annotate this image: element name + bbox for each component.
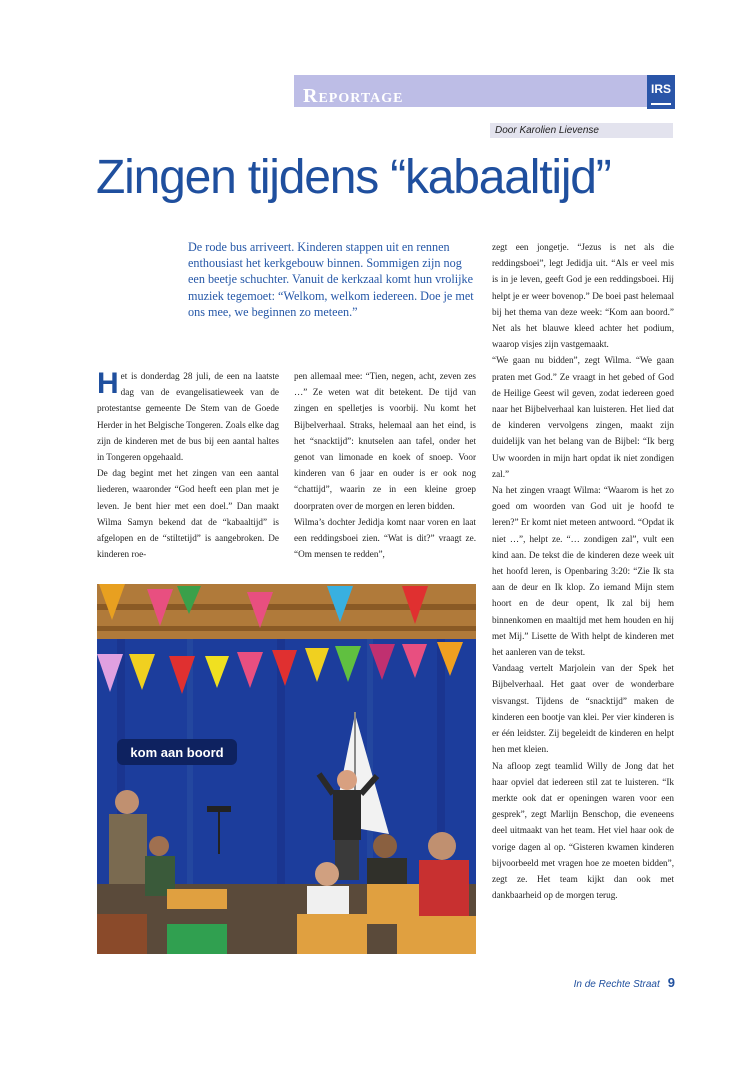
leader-person — [337, 770, 357, 790]
page-footer — [520, 975, 675, 990]
article-photo — [97, 584, 476, 954]
child — [149, 836, 169, 856]
article-column-1 — [97, 368, 279, 562]
photo-illustration — [97, 584, 476, 954]
magazine-name: In de Rechte Straat — [573, 979, 660, 990]
banner-text: kom aan boord — [130, 745, 224, 760]
chair — [97, 914, 147, 954]
byline: Door Karolien Lievense — [490, 123, 673, 138]
child — [315, 862, 339, 886]
article-column-3 — [492, 239, 674, 903]
drop-cap: H — [97, 367, 119, 400]
paragraph: Het is donderdag 28 juli, de een na laatste dag van de evangelisatieweek van de protestantse gemeente De Stem van de Goede Herder in het Belgische Tongeren. Zoals elke dag zijn de kinderen met de bus bij een aantal haltes in Tongeren opgehaald. — [97, 367, 279, 463]
bag — [167, 924, 227, 954]
child — [428, 832, 456, 860]
paragraph: Na afloop zegt teamlid Willy de Jong dat het haar opviel dat iedereen stil zat te luisteren. “Ik merkte ook dat er openingen waren voor een gesprek”, zegt Marlijn Benschop, die eveneens deel uitmaakt van het team. Het viel haar ook de vorige dagen al op. “Gisteren kwamen kinderen bijvoorbeeld met vragen hoe ze moeten bidden”, zegt ze. Het team kijkt dan ook met dankbaarheid op de morgen terug. — [492, 760, 674, 901]
page-number: 9 — [667, 975, 675, 990]
paragraph: zegt een jongetje. “Jezus is net als die reddingsboei”, legt Jedidja uit. “Als er veel mis is in je leven, geeft God je een reddingsboei. Hij helpt je er weer bovenop.” De boei past helemaal bij het thema van deze week: “Kom aan boord.” Net als het blauwe kleed achter het podium, waarop visjes zijn vastgemaakt. — [492, 242, 674, 350]
intro-paragraph: De rode bus arriveert. Kinderen stappen uit en rennen enthousiast het kerkgebouw binnen. Sommigen zijn nog een beetje schuchter. Vanuit de kerkzaal komt hun vrolijke muziek tegemoet: “Welkom, welkom iedereen. Doe je met ons mee, we beginnen zo meteen.” — [188, 240, 474, 319]
irs-logo: IRS — [647, 75, 675, 109]
paragraph: Wilma’s dochter Jedidja komt naar voren en laat een reddingsboei zien. “Wat is dit?” vraagt ze. “Om mensen te redden”, — [294, 516, 476, 560]
paragraph: Vandaag vertelt Marjolein van der Spek het Bijbelverhaal. Het gaat over de wonderbare visvangst. Tijdens de “snacktijd” maken de kinderen een bootje van klei. Per vier kinderen is er één leidster. Zij begeleidt de kinderen en helpt hen met kleien. — [492, 663, 674, 755]
child — [373, 834, 397, 858]
chair — [167, 889, 227, 909]
music-stand — [207, 806, 231, 812]
paragraph: “We gaan nu bidden”, zegt Wilma. “We gaan praten met God.” Ze vraagt in het gebed of God de Heilige Geest wil geven, zodat iedereen goed naar het Bijbelverhaal kan luisteren. Het lied dat de kinderen vervolgens zingen, maakt zijn duidelijk van het belang van de Bijbel: “Ik berg Uw woorden in mijn hart opdat ik niet zondigen zal.” — [492, 355, 674, 479]
chair — [297, 914, 367, 954]
article-column-2 — [294, 368, 476, 562]
child — [115, 790, 139, 814]
section-label: Reportage — [303, 85, 404, 107]
chair — [397, 916, 476, 954]
headline: Zingen tijdens “kabaaltijd” — [96, 151, 611, 204]
paragraph: Na het zingen vraagt Wilma: “Waarom is het zo goed om woorden van God uit je hoofd te leren?” Er komt niet meteen antwoord. “Opdat ik niet …”, helpt ze. “… zondigen zal”, vult een kind aan. De tekst die de kinderen deze week uit het hoofd leren, is Openbaring 3:20: “Zie Ik sta aan de deur en Ik klop. Zo iemand Mijn stem hoort en de deur opent, Ik zal bij hem binnenkomen en maaltijd met hem houden en hij met Mij.” Lisette de With helpt de kinderen met het aanleren van de tekst. — [492, 485, 674, 658]
paragraph: De dag begint met het zingen van een aantal liederen, waaronder “God heeft een plan met je leven. Je bent hier met een doel.” Dan maakt Wilma Samyn bekend dat de “kabaaltijd” is afgelopen en de “stiltetijd” is aangebroken. De kinderen roe- — [97, 468, 279, 560]
paragraph: pen allemaal mee: “Tien, negen, acht, zeven zes …” Ze weten wat dit betekent. De tijd van zingen en spelletjes is voorbij. Nu komt het Bijbelverhaal. Straks, helemaal aan het eind, is het “snacktijd”: knutselen aan tafel, onder het genot van limonade en koek of snoep. Voor kinderen van 6 jaar en ouder is er ook nog “chattijd”, waarin ze in een kleine groep doorpraten over de morgen en leren bidden. — [294, 371, 476, 511]
section-header-bar — [294, 75, 647, 107]
